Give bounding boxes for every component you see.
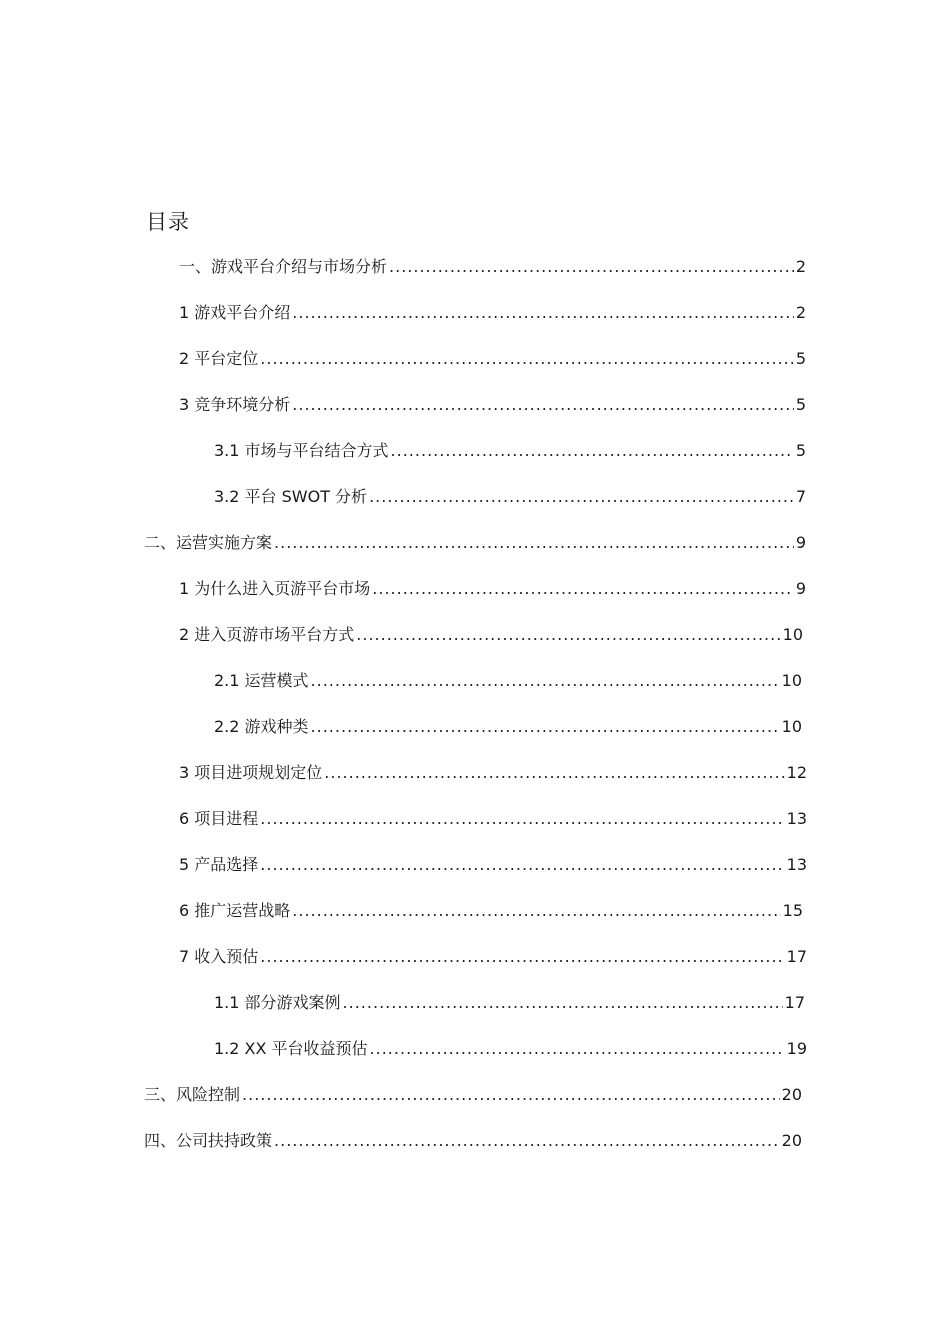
toc-entry-label: 1 为什么进入页游平台市场	[179, 579, 371, 598]
toc-dot-leader	[260, 850, 784, 880]
toc-entry-label: 三、风险控制	[144, 1085, 241, 1104]
toc-entry-page: 15	[782, 901, 803, 920]
toc-entry-page: 7	[795, 487, 806, 506]
toc-dot-leader	[343, 988, 783, 1018]
toc-dot-leader	[311, 712, 780, 742]
toc-entry-page: 5	[795, 349, 806, 368]
toc-entry-label: 2.2 游戏种类	[214, 717, 309, 736]
toc-entry[interactable]	[179, 942, 807, 972]
toc-entry[interactable]	[214, 712, 802, 742]
toc-dot-leader	[260, 344, 794, 374]
toc-entry[interactable]	[179, 298, 806, 328]
toc-dot-leader	[260, 804, 784, 834]
toc-entry-page: 17	[784, 993, 805, 1012]
toc-entry-label: 2 进入页游市场平台方式	[179, 625, 355, 644]
toc-entry[interactable]	[144, 1080, 802, 1110]
toc-entry[interactable]	[179, 252, 806, 282]
toc-dot-leader	[391, 436, 794, 466]
toc-entry-page: 12	[786, 763, 807, 782]
toc-entry-label: 7 收入预估	[179, 947, 259, 966]
toc-entry[interactable]	[214, 988, 805, 1018]
toc-entry[interactable]	[179, 804, 807, 834]
toc-entry-label: 3 项目进项规划定位	[179, 763, 323, 782]
toc-entry-page: 5	[795, 441, 806, 460]
toc-entry[interactable]	[214, 1034, 807, 1064]
toc-entry-label: 3.2 平台 SWOT 分析	[214, 487, 368, 506]
toc-dot-leader	[311, 666, 780, 696]
toc-entry-page: 10	[781, 717, 802, 736]
toc-entry-label: 四、公司扶持政策	[144, 1131, 273, 1150]
toc-entry-page: 20	[781, 1085, 802, 1104]
toc-entry-page: 19	[786, 1039, 807, 1058]
toc-entry-label: 3 竞争环境分析	[179, 395, 291, 414]
toc-entry-label: 3.1 市场与平台结合方式	[214, 441, 389, 460]
toc-dot-leader	[292, 896, 780, 926]
toc-dot-leader	[370, 1034, 785, 1064]
toc-entry[interactable]	[179, 758, 807, 788]
toc-dot-leader	[369, 482, 794, 512]
toc-dot-leader	[389, 252, 794, 282]
toc-entry[interactable]	[179, 850, 807, 880]
toc-dot-leader	[292, 298, 794, 328]
toc-entry-label: 6 推广运营战略	[179, 901, 291, 920]
toc-entry-label: 一、游戏平台介绍与市场分析	[179, 257, 388, 276]
toc-entry[interactable]	[179, 344, 806, 374]
toc-entry-page: 2	[795, 303, 806, 322]
toc-entry-label: 6 项目进程	[179, 809, 259, 828]
toc-entry[interactable]	[144, 1126, 802, 1156]
toc-dot-leader	[274, 528, 794, 558]
toc-entry-label: 2 平台定位	[179, 349, 259, 368]
toc-dot-leader	[260, 942, 784, 972]
toc-entry-label: 二、运营实施方案	[144, 533, 273, 552]
toc-entry[interactable]	[214, 666, 802, 696]
toc-entry[interactable]	[179, 896, 803, 926]
toc-entry-page: 9	[795, 579, 806, 598]
toc-entry-page: 13	[786, 809, 807, 828]
toc-entry-label: 1 游戏平台介绍	[179, 303, 291, 322]
toc-entry[interactable]	[179, 620, 803, 650]
toc-entry-page: 13	[786, 855, 807, 874]
toc-entry-label: 1.2 XX 平台收益预估	[214, 1039, 368, 1058]
toc-entry[interactable]	[144, 528, 806, 558]
toc-entry[interactable]	[214, 436, 806, 466]
toc-dot-leader	[324, 758, 784, 788]
toc-dot-leader	[292, 390, 794, 420]
toc-entry-label: 2.1 运营模式	[214, 671, 309, 690]
toc-entry-page: 10	[782, 625, 803, 644]
toc-entry-label: 1.1 部分游戏案例	[214, 993, 341, 1012]
toc-entry[interactable]	[179, 574, 806, 604]
toc-title: 目录	[146, 210, 190, 234]
toc-entry-page: 9	[795, 533, 806, 552]
toc-entry-page: 10	[781, 671, 802, 690]
toc-dot-leader	[242, 1080, 780, 1110]
toc-entry[interactable]	[179, 390, 806, 420]
toc-dot-leader	[356, 620, 780, 650]
toc-entry-page: 5	[795, 395, 806, 414]
toc-entry[interactable]	[214, 482, 806, 512]
toc-entry-page: 17	[786, 947, 807, 966]
toc-entry-label: 5 产品选择	[179, 855, 259, 874]
toc-dot-leader	[274, 1126, 780, 1156]
toc-dot-leader	[372, 574, 794, 604]
toc-entry-page: 2	[795, 257, 806, 276]
toc-entry-page: 20	[781, 1131, 802, 1150]
